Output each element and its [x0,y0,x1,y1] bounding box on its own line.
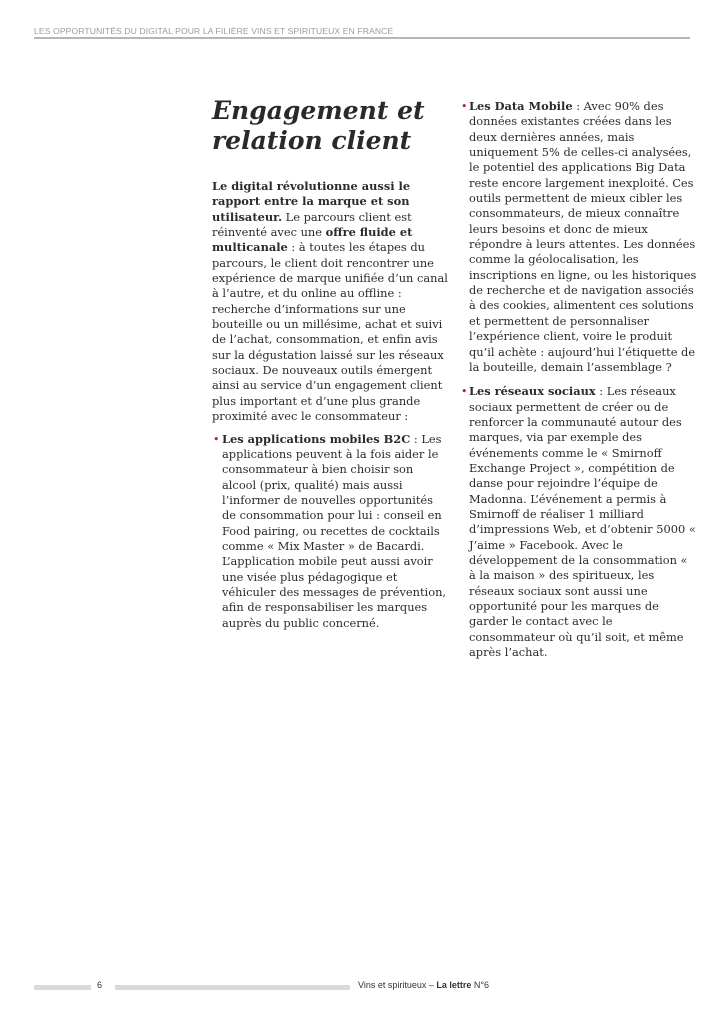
intro-bold-1: Le digital révolutionne aussi le rapport entre la marque et son utilisateur. [212,179,411,224]
right-bullet-list [461,99,697,660]
article-title-line-2: relation client [212,126,412,155]
bullet-icon: • [461,385,468,399]
left-column [212,96,448,638]
footer-publication [358,980,489,990]
right-column [461,99,697,669]
intro-text-1: Le parcours client est réinventé avec une [212,209,412,240]
intro-text-2: : à toutes les étapes du parcours, le client doit rencontrer une expérience de marque unifiée d’un canal à l’autre, et du online au offline : recherche d’informations sur une bouteille ou un millésime, achat et suivi de l’achat, consommation, et enfin avis sur la dégustation laissé sur les réseaux sociaux. De nouveaux outils émergent ainsi au service d’un engagement client plus important et d’une plus grande proximité avec le consommateur : [212,240,448,424]
article-title [212,96,448,156]
header-rule [34,37,690,39]
footer-bar-middle [115,985,350,990]
footer-publication-name: Vins et spiritueux – [358,980,437,990]
bullet-heading: Les réseaux sociaux [469,384,596,399]
bullet-icon: • [461,100,468,113]
bullet-text: : Avec 90% des données existantes créées dans les deux dernières années, mais uniquement 5% de celles-ci analysées, le potentiel des applications Big Data reste encore largement inexploité. Ces outils permettent de mieux cibler les consommateurs, de mieux connaître leurs besoins et donc de mieux répondre à leurs attentes. Les données comme la géolocalisation, les inscriptions en ligne, ou les historiques de recherche et de navigation associés à des cookies, alimentent ces solutions et permettent de personnaliser l’expérience client, voire le produit qu’il achète : aujourd’hui l’étiquette de la bouteille, demain l’assemblage ? [469,99,697,374]
bullet-heading: Les Data Mobile [469,99,573,113]
bullet-heading: Les applications mobiles B2C [222,431,411,446]
footer-bar-left [34,985,91,990]
bullet-item-apps [212,432,448,631]
footer-issue: N°6 [471,980,490,990]
page-number: 6 [97,980,103,990]
bullet-text: : Les réseaux sociaux permettent de créer ou de renforcer la communauté autour des marques, via par exemple des événements comme le « Smirnoff Exchange Project », compétition de danse pour rejoindre l’équipe de Madonna. L’événement a permis à Smirnoff de réaliser 1 milliard d’impressions Web, et d’obtenir 5000 « J’aime » Facebook. Avec le développement de la consommation « à la maison » des spiritueux, les réseaux sociaux sont aussi une opportunité pour les marques de garder le contact avec le consommateur où qu’il soit, et même après l’achat. [469,384,696,660]
left-bullet-list [212,432,448,631]
bullet-text: : Les applications peuvent à la fois aider le consommateur à bien choisir son alcool (prix, qualité) mais aussi l’informer de nouvelles opportunités de consommation pour lui : conseil en Food pairing, ou recettes de cocktails comme « Mix Master » de Bacardi. L’application mobile peut aussi avoir une visée plus pédagogique et véhiculer des messages de prévention, afin de responsabiliser les marques auprès du public concerné. [222,431,447,630]
article-title-line-1: Engagement et [212,96,425,125]
running-header: LES OPPORTUNITÉS DU DIGITAL POUR LA FILIÈRE VINS ET SPIRITUEUX EN FRANCE [34,26,394,36]
bullet-item-data-mobile [461,99,697,375]
intro-paragraph [212,179,448,425]
intro-bold-2: offre fluide et multicanale [212,225,413,255]
bullet-item-social-networks [461,384,697,660]
bullet-icon: • [213,432,220,446]
footer-publication-bold: La lettre [436,980,472,990]
